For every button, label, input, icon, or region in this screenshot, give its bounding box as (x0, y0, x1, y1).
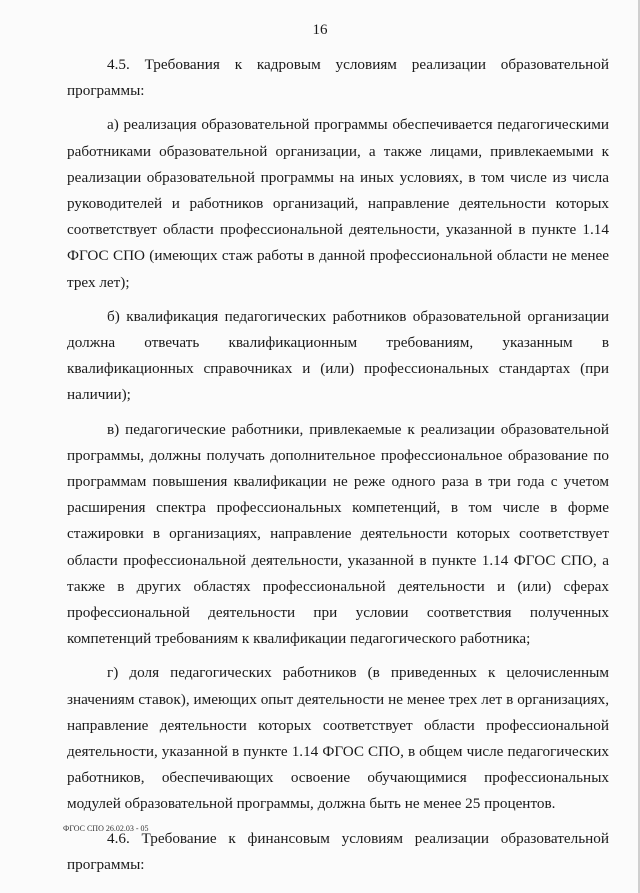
document-body (67, 52, 609, 886)
page-number: 16 (312, 22, 328, 38)
paragraph-item-v: в) педагогические работники, привлекаемые к реализации образовательной программы, должны получать дополнительное профессиональное образование по программам повышения квалификации не реже одного раза в три года с учетом расширения спектра профессиональных компетенций, в том числе в форме стажировки в организациях, направление деятельности которых соответствует области профессиональной деятельности, указанной в пункте 1.14 ФГОС СПО, а также в других областях профессиональной деятельности и (или) сферах профессиональной деятельности при условии соответствия полученных компетенций требованиям к квалификации педагогического работника; (67, 420, 609, 648)
paragraph-4-6-heading: 4.6. Требование к финансовым условиям реализации образовательной программы: (67, 829, 609, 873)
paragraph-item-b: б) квалификация педагогических работников образовательной организации должна отвечать квалификационным требованиям, указанным в квалификационных справочниках и (или) профессиональных стандартах (при наличии); (67, 307, 609, 404)
paragraph-item-g: г) доля педагогических работников (в приведенных к целочисленным значениям ставок), имеющих опыт деятельности не менее трех лет в организациях, направление деятельности которых соответствует области профессиональной деятельности, указанной в пункте 1.14 ФГОС СПО, в общем числе педагогических работников, обеспечивающих освоение обучающимися профессиональных модулей образовательной программы, должна быть не менее 25 процентов. (67, 664, 609, 813)
document-footer: ФГОС СПО 26.02.03 - 05 (63, 824, 149, 833)
paragraph-item-a: а) реализация образовательной программы обеспечивается педагогическими работниками образовательной организации, а также лицами, привлекаемыми к реализации образовательной программы на иных условиях, в том числе из числа руководителей и работников организаций, направление деятельности которых соответствует области профессиональной деятельности, указанной в пункте 1.14 ФГОС СПО (имеющих стаж работы в данной профессиональной области не менее трех лет); (67, 116, 609, 291)
paragraph-4-5-heading: 4.5. Требования к кадровым условиям реализации образовательной программы: (67, 56, 609, 100)
